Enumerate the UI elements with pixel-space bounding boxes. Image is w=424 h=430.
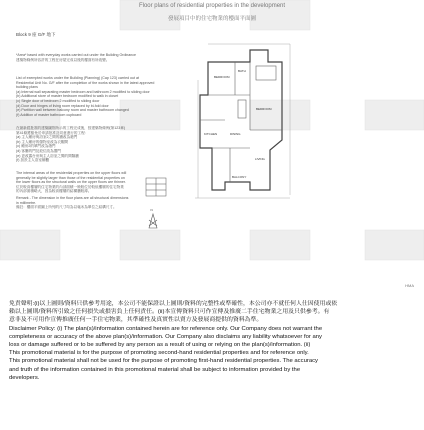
compass-label: N xyxy=(150,208,153,212)
disclaimer-en-line: completeness or accuracy of the above plan(s)/information. Our Company also disclaims any liability whatsoever for any xyxy=(9,333,323,340)
disclaimer-zh-line: 賴以上圖則/資料所引致之任何損失或損害負上任何責任。(ii)本宣傳資料只可作宣傳及推廣二手住宅物業之用及只供參考。有 xyxy=(9,309,330,316)
room-label: BEDROOM xyxy=(214,75,230,79)
exempted-works-list-en: List of exempted works under the Building (Planning) (Cap 123) carried out at Residential Unit No. G/F after the completion of the works shown in the latest approved building plans (a) Internal wall separating master bedroom and bathroom 2 modified to sliding door (b) Additional store of master bedroom modified to walk in closet (c) Single door of bedroom 2 modified to sliding door (d) Door and hinges of living room replaced by bi-fold door (e) Partition wall between balcony room and master bathroom changed (f) Addition of master bathroom cupboard xyxy=(16,76,155,117)
disclaimer-zh-line: 意非及不可用作宣傳推廣任何一手住宅物業，其準確性及真實性以賣方及發展商提供的資料為準。 xyxy=(9,317,263,324)
disclaimer-en-line: This promotional material shall not be used for the purpose of promoting first-hand residential properties. The accuracy xyxy=(9,358,318,365)
disclaimer-en-line: Disclaimer Policy: (i) The plan(s)/information contained herein are for reference only. Our Company does not warrant the xyxy=(9,325,323,332)
disclaimer-en-line: This promotional material is for the purpose of promoting second-hand residential properties and for reference only. xyxy=(9,350,309,357)
page-number: HMA xyxy=(405,283,414,288)
plan-title-en: Floor plans of residential properties in the development xyxy=(138,3,286,9)
disclaimer-zh-line: 免責聲明:(i)以上圖則/資料只供參考用途，本公司不能保證以上圖則/資料的完整性或準確性，本公司亦不就任何人仕因使用或依 xyxy=(9,301,338,307)
room-label: BATH xyxy=(238,69,246,73)
internal-area-note: The internal areas of the residential properties on the upper floors will generally be slightly larger than those of the residential properties on the lower floors as the structural walls on the upper floors are thinner. 位於較高樓層的住宅物業的內部面積一般較位於較低樓層的住宅物業 的內部面積略大，因為較高樓層的結構牆較薄。 xyxy=(16,171,127,194)
room-label: DINING xyxy=(230,132,241,136)
north-compass xyxy=(149,214,157,228)
dimension-remark: Remark - The dimension in the floor plans are all structural dimensions in millimetre. 備註：樓面平面圖上所列的尺寸均為以毫米為單位之結構尺寸。 xyxy=(16,196,129,210)
room-label: BEDROOM xyxy=(256,107,272,111)
disclaimer-en-line: and truth of the information contained in this promotional material shall be subject to information provided by the xyxy=(9,366,301,373)
exempted-works-intro: *Area* based with everyday works carried out under the Building Ordinance 建築物條例所容許的工程在房屋完成以後的樓面有所改變。 xyxy=(16,53,137,62)
plan-title-zh: 發展項目中的住宅物業的樓面平面圖 xyxy=(167,16,256,22)
room-label: LIVING xyxy=(255,157,265,161)
disclaimer-en-line: developers. xyxy=(9,374,40,381)
room-label: KITCHEN xyxy=(204,132,218,136)
disclaimer-text xyxy=(9,300,417,382)
block-floor-label: Block 9 座 G/F 地下 xyxy=(16,32,56,37)
disclaimer-en-line: loss or damage suffered or to be suffered by any person as a result of using or relying on the plan(s)/information. (ii) xyxy=(9,342,311,349)
room-label: BALCONY xyxy=(232,175,247,179)
exempted-works-list-zh: 在最新經批准的建築圖則所示的工程完成後，按建築物條例(第123章) 第41條獲豁免於申請批准及同意進行的工程： (a) 主人睡房與浴室2之間的牆改為趟門 (b) 主人睡房的儲物室改為衣帽間 (c) 睡房2的單門改為趟門 (d) 客廳的門及鉸位改為摺門 (e) 更改露台房與主人浴室之間的間隔牆 (f) 加設主人浴室櫥櫃 xyxy=(16,126,126,163)
